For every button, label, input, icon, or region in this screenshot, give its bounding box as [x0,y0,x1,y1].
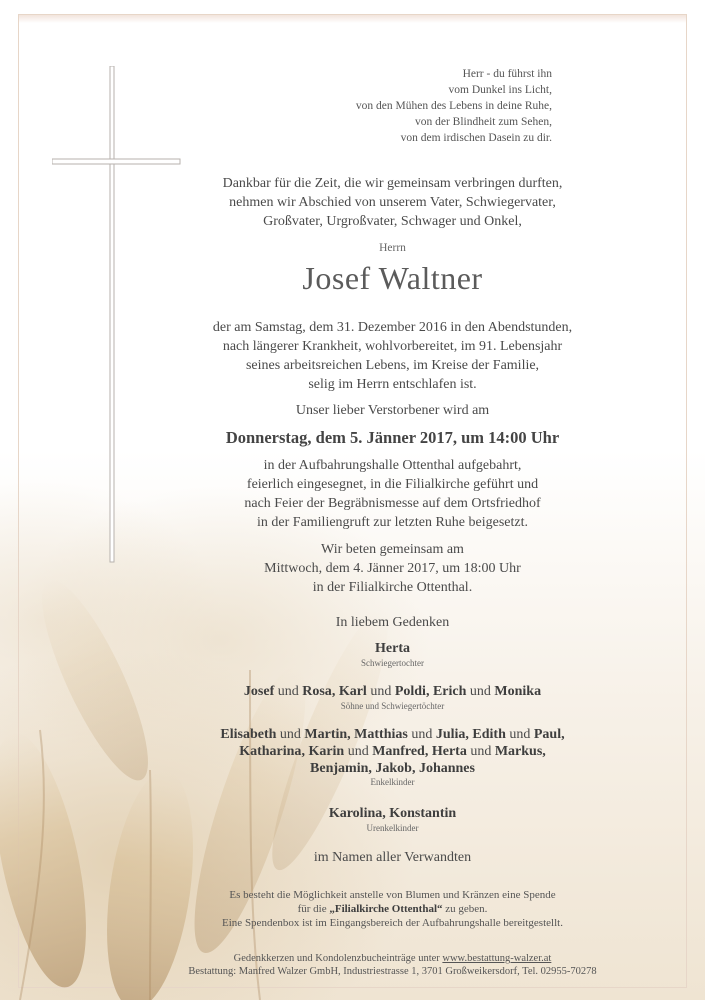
mourner-name: Katharina [239,744,302,759]
poem [252,66,552,146]
poem-line: von dem irdischen Dasein zu dir. [400,132,552,144]
salutation: Herrn [379,242,406,254]
mourner-grand-line [40,743,705,760]
separator: , [347,727,355,742]
footer-line: Bestattung: Manfred Walzer GmbH, Industriestrasse 1, 3701 Großweikersdorf, Tel. 02955-70278 [188,966,597,977]
intro-line: Großvater, Urgroßvater, Schwager und Onkel, [263,214,522,229]
mourner-role: Urenkelkinder [366,823,419,833]
mourner-name: Josef [243,684,275,699]
donation-text: zu geben. [442,903,488,915]
connector: und [505,727,534,742]
funeral-line: in der Aufbahrungshalle Ottenthal aufgebahrt, [263,458,522,473]
donation-text: für die [297,903,330,915]
connector: und [276,727,305,742]
mourner-great-grandchildren [40,805,705,834]
donation-recipient: „Filialkirche Ottenthal“ [329,903,443,915]
death-line: nach längerer Krankheit, wohlvorbereitet, im 91. Lebensjahr [222,339,563,354]
mourner-grandchildren [40,726,705,788]
prayer-text [40,540,705,597]
mourner-name: Markus [494,744,543,759]
separator: , [301,744,309,759]
separator: , [465,727,473,742]
mourner-name: Karin [308,744,345,759]
death-text [40,318,705,394]
mourner-grand-line: Benjamin, Jakob, Johannes [310,761,475,776]
connector: und [344,744,373,759]
mourner-name: Paul [533,727,562,742]
poem-line: von den Mühen des Lebens in deine Ruhe, [355,100,552,112]
connector: und [366,684,395,699]
poem-line: Herr - du führst ihn [462,68,552,80]
mourner-grand-line [40,726,705,743]
footer-line [40,952,705,965]
mourner-name: Monika [494,684,542,699]
mourner-name: Herta [431,744,467,759]
mourner-name: Poldi [394,684,426,699]
mourner-name: Herta [375,641,410,656]
prayer-line: Wir beten gemeinsam am [321,542,464,557]
mourner-role: Schwiegertochter [361,658,424,668]
death-line: selig im Herrn entschlafen ist. [308,377,477,392]
mourner-name: Edith [472,727,506,742]
funeral-line: feierlich eingesegnet, in die Filialkirche geführt und [246,477,539,492]
mourner-name: Manfred [372,744,425,759]
mourner-sons [40,683,705,712]
intro-text [40,174,705,231]
mourner-role: Enkelkinder [370,777,415,787]
separator: , [542,744,546,759]
mourner-name: Rosa [302,684,332,699]
footer-text: Gedenkkerzen und Kondolenzbucheinträge unter [233,953,443,964]
donation-line [40,902,705,916]
memory-heading: In liebem Gedenken [335,615,450,630]
mourner-name: Matthias [354,727,408,742]
mourner-name: Elisabeth [220,727,277,742]
separator: , [425,684,433,699]
mourner-name: Martin [304,727,348,742]
separator: , [331,684,339,699]
donation-line: Es besteht die Möglichkeit anstelle von Blumen und Kränzen eine Spende [229,889,556,901]
deceased-name: Josef Waltner [302,260,483,296]
relatives-line: im Namen aller Verwandten [313,850,472,865]
prayer-line: in der Filialkirche Ottenthal. [312,580,473,595]
intro-line: Dankbar für die Zeit, die wir gemeinsam verbringen durften, [222,176,563,191]
prayer-line: Mittwoch, dem 4. Jänner 2017, um 18:00 Uhr [264,561,521,576]
death-line: seines arbeitsreichen Lebens, im Kreise der Familie, [245,358,540,373]
funeral-line: nach Feier der Begräbnismesse auf dem Ortsfriedhof [244,496,541,511]
mourner-daughter-in-law [40,640,705,669]
connector: und [274,684,303,699]
donation-line: Eine Spendenbox ist im Eingangsbereich der Aufbahrungshalle bereitgestellt. [222,917,563,929]
poem-line: vom Dunkel ins Licht, [448,84,552,96]
website-link[interactable]: www.bestattung-walzer.at [442,953,552,964]
connector: und [466,744,495,759]
intro-line: nehmen wir Abschied von unserem Vater, Schwiegervater, [229,195,556,210]
mourner-sons-line [40,683,705,701]
funeral-text [40,456,705,532]
donation-note [40,888,705,930]
footer [40,952,705,978]
mourner-name: Julia [435,727,466,742]
connector: und [407,727,436,742]
mourner-name: Karolina, Konstantin [328,806,457,821]
frame-top-shade [19,15,686,23]
death-line: der am Samstag, dem 31. Dezember 2016 in den Abendstunden, [212,320,573,335]
mourner-name: Erich [432,684,467,699]
funeral-intro: Unser lieber Verstorbener wird am [295,403,490,418]
separator: , [424,744,432,759]
connector: und [466,684,495,699]
separator: , [561,727,565,742]
mourner-name: Karl [338,684,367,699]
funeral-date: Donnerstag, dem 5. Jänner 2017, um 14:00 Uhr [225,428,560,447]
poem-line: von der Blindheit zum Sehen, [414,116,552,128]
mourner-role: Söhne und Schwiegertöchter [340,701,445,711]
funeral-line: in der Familiengruft zur letzten Ruhe beigesetzt. [257,515,528,530]
